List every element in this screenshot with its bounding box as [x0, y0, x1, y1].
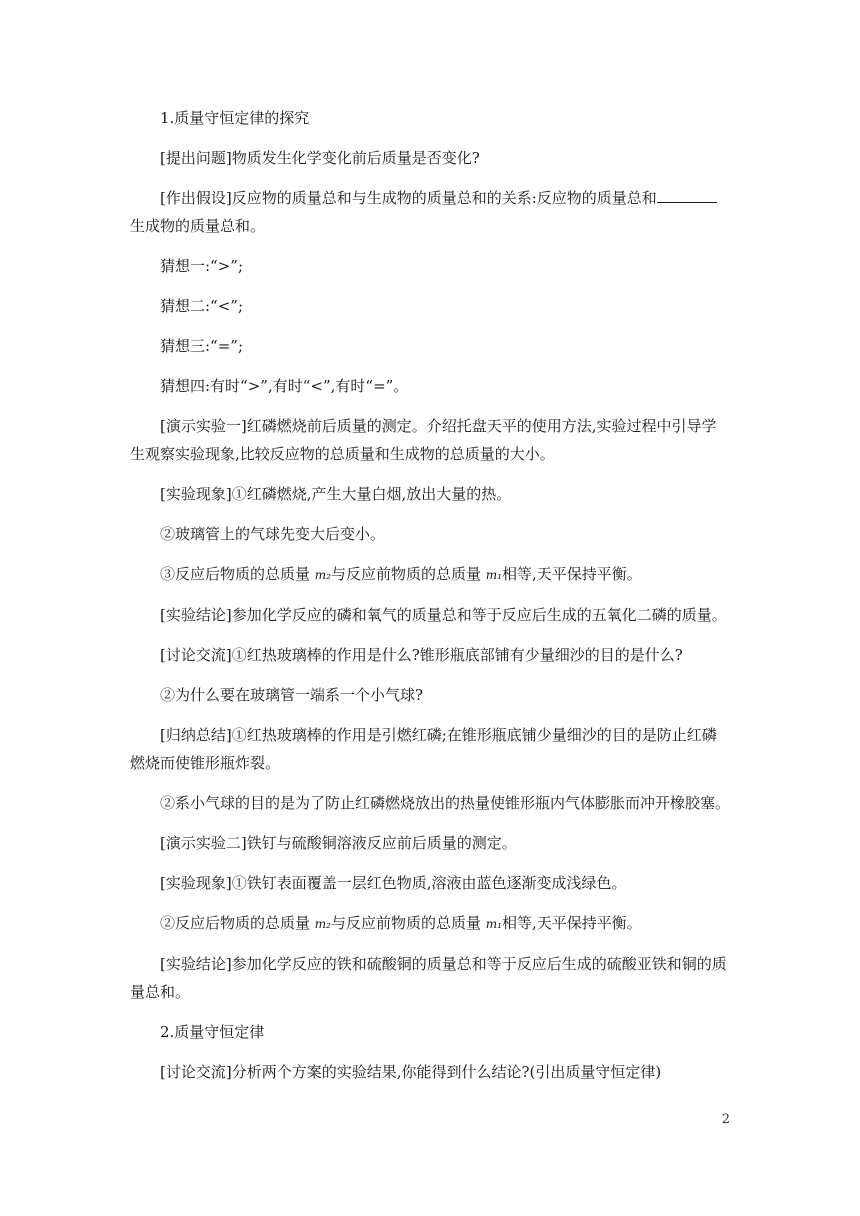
hypothesis-text-pre: [作出假设]反应物的质量总和与生成物的质量总和的关系:反应物的质量总和	[160, 189, 657, 207]
mass-m1: m₁	[485, 917, 502, 931]
discussion-1-a: [讨论交流]①红热玻璃棒的作用是什么?锥形瓶底部铺有少量细沙的目的是什么?	[160, 646, 683, 664]
mass-m2: m₂	[314, 568, 331, 582]
guess-3: 猜想三:“=”;	[160, 337, 244, 355]
conclusion-1: [实验结论]参加化学反应的磷和氧气的质量总和等于反应后生成的五氧化二磷的质量。	[160, 606, 727, 624]
mass-m1: m₁	[485, 568, 502, 582]
summary-1-a: [归纳总结]①红热玻璃棒的作用是引燃红磷;在锥形瓶底铺少量细沙的目的是防止红磷燃烧而使锥形瓶炸裂。	[130, 726, 717, 772]
hypothesis-paragraph	[130, 184, 730, 240]
section-title-2: 2.质量守恒定律	[160, 1023, 265, 1041]
phenomenon-2-b-pre: ②反应后物质的总质量	[160, 914, 315, 932]
document-body	[130, 104, 730, 1098]
guess-4: 猜想四:有时“>”,有时“<”,有时“=”。	[160, 377, 409, 395]
phenomenon-1-c-post: 相等,天平保持平衡。	[501, 565, 642, 583]
demo-experiment-1: [演示实验一]红磷燃烧前后质量的测定。介绍托盘天平的使用方法,实验过程中引导学生观察实验现象,比较反应物的总质量和生成物的总质量的大小。	[130, 417, 717, 463]
phenomenon-2-b-mid: 与反应前物质的总质量	[330, 914, 486, 932]
hypothesis-text-post: 生成物的质量总和。	[130, 217, 266, 235]
discussion-1-b: ②为什么要在玻璃管一端系一个小气球?	[160, 686, 424, 704]
mass-m2: m₂	[314, 917, 331, 931]
discussion-2: [讨论交流]分析两个方案的实验结果,你能得到什么结论?(引出质量守恒定律)	[160, 1063, 662, 1081]
section-title-1: 1.质量守恒定律的探究	[160, 109, 310, 127]
guess-2: 猜想二:“<”;	[160, 297, 244, 315]
phenomenon-1-a: [实验现象]①红磷燃烧,产生大量白烟,放出大量的热。	[160, 485, 512, 503]
page-number: 2	[721, 1112, 730, 1127]
phenomenon-1-c	[130, 560, 730, 589]
phenomenon-2-a: [实验现象]①铁钉表面覆盖一层红色物质,溶液由蓝色逐渐变成浅绿色。	[160, 874, 627, 892]
answer-blank	[657, 187, 717, 203]
guess-1: 猜想一:“>”;	[160, 257, 244, 275]
question-paragraph: [提出问题]物质发生化学变化前后质量是否变化?	[160, 149, 480, 167]
phenomenon-1-c-pre: ③反应后物质的总质量	[160, 565, 315, 583]
conclusion-2: [实验结论]参加化学反应的铁和硫酸铜的质量总和等于反应后生成的硫酸亚铁和铜的质量总和。	[130, 955, 727, 1001]
demo-experiment-2: [演示实验二]铁钉与硫酸铜溶液反应前后质量的测定。	[160, 834, 517, 852]
phenomenon-1-b: ②玻璃管上的气球先变大后变小。	[160, 525, 386, 543]
summary-1-b: ②系小气球的目的是为了防止红磷燃烧放出的热量使锥形瓶内气体膨胀而冲开橡胶塞。	[160, 794, 731, 812]
phenomenon-1-c-mid: 与反应前物质的总质量	[330, 565, 486, 583]
phenomenon-2-b-post: 相等,天平保持平衡。	[501, 914, 642, 932]
phenomenon-2-b	[130, 909, 730, 938]
